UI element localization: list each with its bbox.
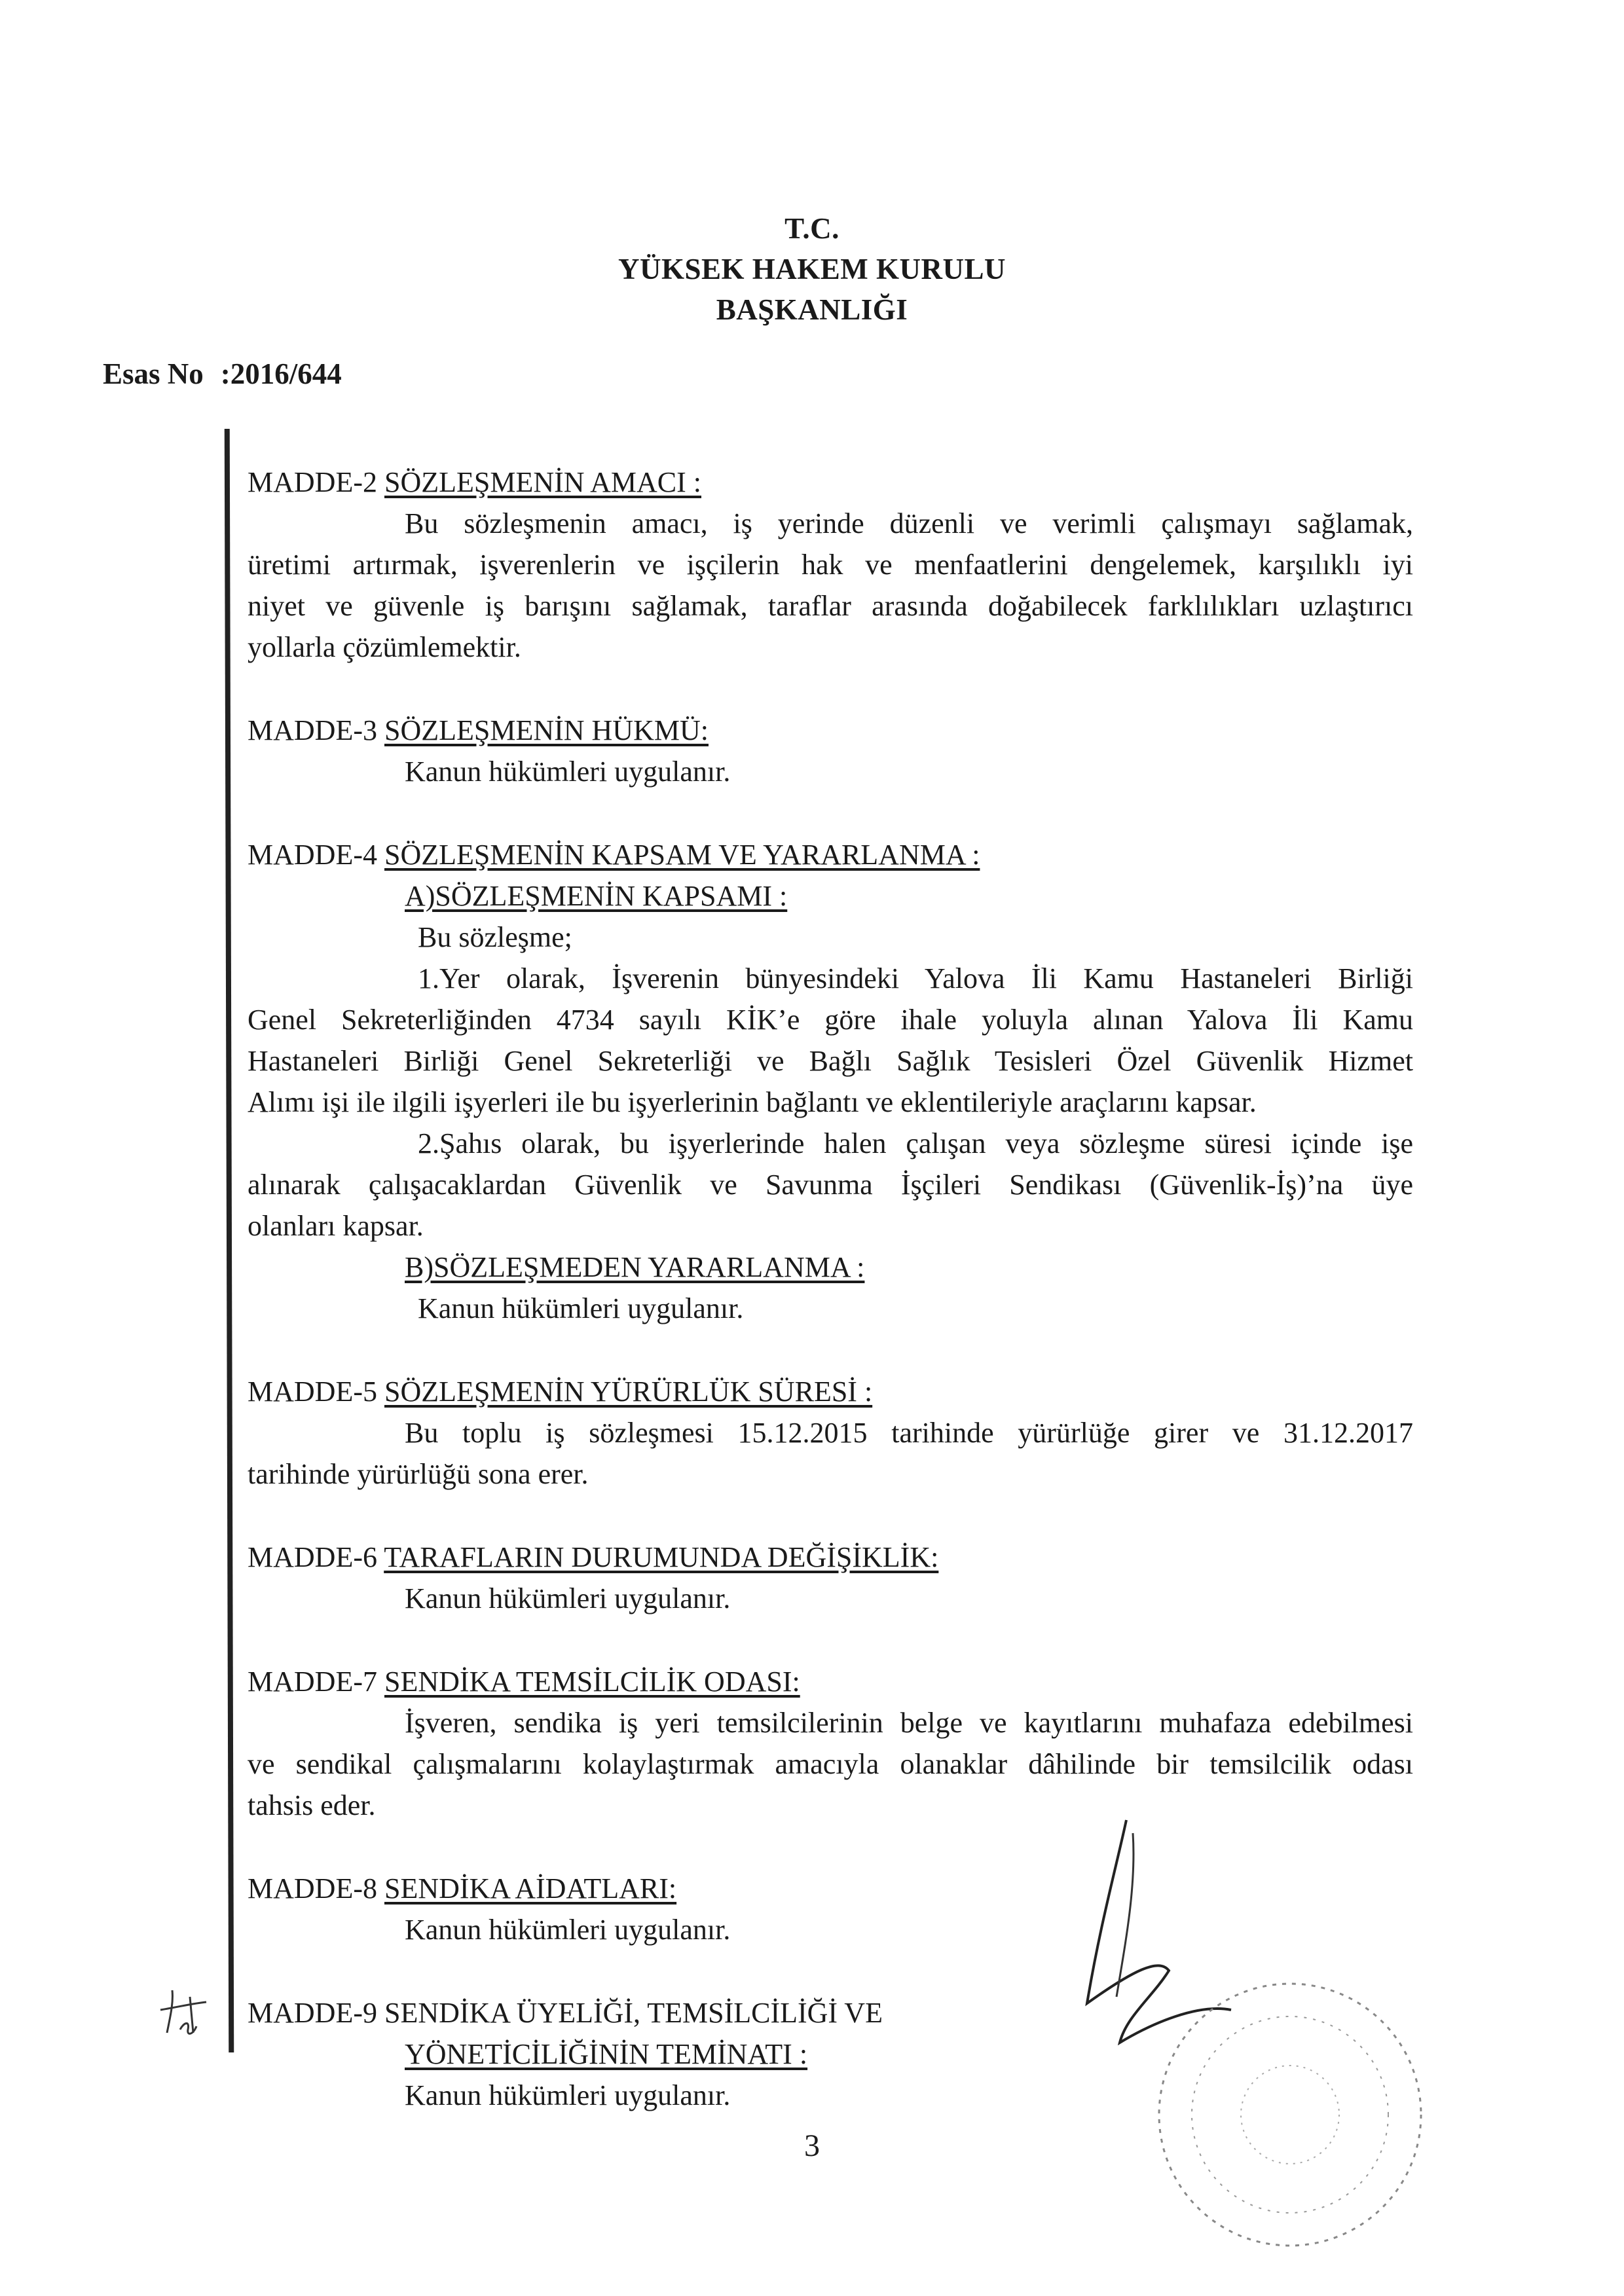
article-2-line: niyet ve güvenle iş barışını sağlamak, taraflar arasında doğabilecek farklılıkları uzlaştırıcı (248, 590, 1413, 622)
article-7-line: ve sendikal çalışmalarını kolaylaştırmak amacıyla olanaklar dâhilinde bir temsilcilik odası (248, 1748, 1413, 1780)
header-presidency: BAŞKANLIĞI (716, 293, 908, 326)
article-5 (248, 1371, 1413, 1495)
article-4-subtitle-b: B)SÖZLEŞMEDEN YARARLANMA : (405, 1251, 865, 1283)
article-8-text: Kanun hükümleri uygulanır. (405, 1914, 731, 1946)
article-6-title: TARAFLARIN DURUMUNDA DEĞİŞİKLİK: (384, 1541, 939, 1573)
margin-bar (225, 429, 234, 2052)
article-3-title: SÖZLEŞMENİN HÜKMÜ: (384, 714, 709, 746)
article-3 (248, 710, 1413, 792)
article-6 (248, 1537, 1413, 1619)
article-2-line: üretimi artırmak, işverenlerin ve işçilerin hak ve menfaatlerini dengelemek, karşılıklı iyi (248, 549, 1413, 581)
article-4-item2-line: 2.Şahıs olarak, bu işyerlerinde halen çalışan veya sözleşme süresi içinde işe (418, 1127, 1413, 1159)
case-number-value: :2016/644 (220, 357, 342, 390)
document-header (0, 208, 1624, 330)
case-number-label: Esas No (103, 357, 204, 390)
article-4-subtitle-a: A)SÖZLEŞMENİN KAPSAMI : (405, 880, 788, 912)
article-7-line: İşveren, sendika iş yeri temsilcilerinin belge ve kayıtlarını muhafaza edebilmesi (405, 1707, 1413, 1739)
article-6-number: MADDE-6 (248, 1541, 384, 1573)
article-5-number: MADDE-5 (248, 1376, 384, 1408)
article-3-text: Kanun hükümleri uygulanır. (405, 756, 731, 788)
article-8-title: SENDİKA AİDATLARI: (384, 1872, 677, 1904)
article-7-number: MADDE-7 (248, 1666, 384, 1698)
article-7-line: tahsis eder. (248, 1789, 376, 1821)
article-5-title: SÖZLEŞMENİN YÜRÜRLÜK SÜRESİ : (384, 1376, 873, 1408)
article-5-line: tarihinde yürürlüğü sona erer. (248, 1458, 589, 1490)
article-2-line: yollarla çözümlemektir. (248, 631, 521, 663)
article-4-item1-line: Hastaneleri Birliği Genel Sekreterliği ve Bağlı Sağlık Tesisleri Özel Güvenlik Hizmet (248, 1045, 1413, 1077)
article-4-number: MADDE-4 (248, 839, 384, 871)
article-4-item1-line: Alımı işi ile ilgili işyerleri ile bu işyerlerinin bağlantı ve eklentileriyle araçlarını kapsar. (248, 1086, 1257, 1118)
article-4-title: SÖZLEŞMENİN KAPSAM VE YARARLANMA : (384, 839, 980, 871)
case-number (103, 357, 342, 391)
article-2-title: SÖZLEŞMENİN AMACI : (384, 466, 702, 498)
article-9-text: Kanun hükümleri uygulanır. (405, 2079, 731, 2111)
article-3-number: MADDE-3 (248, 714, 384, 746)
signature-and-seal (1054, 1807, 1447, 2278)
article-4-item2-line: olanları kapsar. (248, 1210, 424, 1242)
article-4-item2-line: alınarak çalışacaklardan Güvenlik ve Savunma İşçileri Sendikası (Güvenlik-İş)’na üye (248, 1169, 1413, 1201)
article-4-item1-line: Genel Sekreterliğinden 4734 sayılı KİK’e göre ihale yoluyla alınan Yalova İli Kamu (248, 1004, 1413, 1036)
article-7 (248, 1661, 1413, 1826)
article-2-line: Bu sözleşmenin amacı, iş yerinde düzenli ve verimli çalışmayı sağlamak, (405, 507, 1413, 539)
article-9-title-line1: SENDİKA ÜYELİĞİ, TEMSİLCİLİĞİ VE (384, 1997, 883, 2029)
page-number: 3 (804, 2128, 820, 2163)
article-5-line: Bu toplu iş sözleşmesi 15.12.2015 tarihinde yürürlüğe girer ve 31.12.2017 (405, 1417, 1413, 1449)
article-4-subtitle-b-text: Kanun hükümleri uygulanır. (418, 1292, 744, 1324)
article-6-text: Kanun hükümleri uygulanır. (405, 1582, 731, 1614)
article-4 (248, 834, 1413, 1329)
article-8-number: MADDE-8 (248, 1872, 384, 1904)
header-institution: YÜKSEK HAKEM KURULU (618, 253, 1006, 285)
article-9-title-line2: YÖNETİCİLİĞİNİN TEMİNATI : (405, 2038, 808, 2070)
article-4-item1-line: 1.Yer olarak, İşverenin bünyesindeki Yalova İli Kamu Hastaneleri Birliği (418, 962, 1413, 994)
article-4-intro: Bu sözleşme; (418, 921, 572, 953)
article-9-number: MADDE-9 (248, 1997, 384, 2029)
initials-mark (154, 1971, 213, 2043)
article-7-title: SENDİKA TEMSİLCİLİK ODASI: (384, 1666, 800, 1698)
header-tc: T.C. (784, 212, 840, 245)
article-2 (248, 462, 1413, 668)
article-2-number: MADDE-2 (248, 466, 384, 498)
